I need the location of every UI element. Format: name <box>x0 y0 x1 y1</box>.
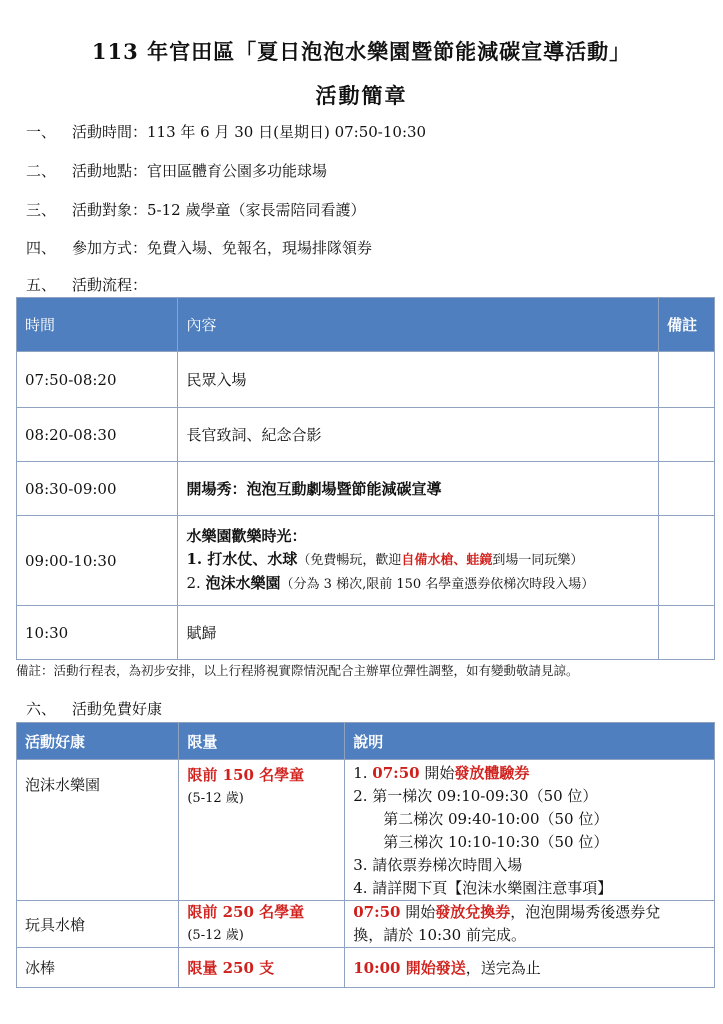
benefit-limit: 限量 250 支 <box>179 948 345 988</box>
header-desc: 說明 <box>345 723 715 760</box>
header-content: 內容 <box>178 298 659 352</box>
benefit-desc <box>345 901 715 948</box>
desc-highlight: 發放體驗券 <box>454 764 530 782</box>
row-time: 09:00-10:30 <box>17 516 178 606</box>
desc-text: ，泡泡開場秀後憑券兌 <box>510 903 661 921</box>
row-content <box>178 516 659 606</box>
item-number: 一、 <box>26 123 57 141</box>
table-row <box>17 352 715 408</box>
page-title: 113 年官田區「夏日泡泡水樂園暨節能減碳宣導活動」 <box>91 39 632 64</box>
benefits-header-row <box>17 723 715 760</box>
desc-line: 4. 請詳閱下頁【泡沫水樂園注意事項】 <box>353 879 613 897</box>
schedule-header-row <box>17 298 715 352</box>
item-time <box>26 121 426 142</box>
desc-line: 換，請於 10:30 前完成。 <box>353 926 526 944</box>
page-subtitle: 活動簡章 <box>315 83 408 108</box>
age-text: (5-12 歲) <box>187 791 244 806</box>
row-content: 開場秀：泡泡互動劇場暨節能減碳宣導 <box>178 462 659 516</box>
benefit-limit <box>179 901 345 948</box>
header-time: 時間 <box>17 298 178 352</box>
item-location <box>26 160 327 181</box>
desc-highlight: 發放兌換券 <box>435 903 511 921</box>
desc-line <box>353 901 706 924</box>
header-item: 活動好康 <box>17 723 179 760</box>
limit-text: 限前 150 名學童 <box>187 766 305 784</box>
item-text: 活動地點：官田區體育公園多功能球場 <box>72 162 328 180</box>
table-row <box>17 760 715 901</box>
benefits-table <box>16 722 715 988</box>
age-text: (5-12 歲) <box>187 928 244 943</box>
row-remark <box>659 462 715 516</box>
limit-text: 限前 250 名學童 <box>187 903 305 921</box>
row-line-1 <box>186 548 650 572</box>
table-row <box>17 408 715 462</box>
desc-line: 2. 第一梯次 09:10-09:30（50 位） <box>353 787 598 805</box>
desc-text: 開始 <box>419 764 455 782</box>
benefit-limit <box>179 760 345 901</box>
desc-time: 07:50 <box>372 764 420 782</box>
desc-line <box>353 762 706 785</box>
line-note: （分為 3 梯次,限前 150 名學童憑券依梯次時段入場） <box>280 577 595 592</box>
row-heading: 水樂園歡樂時光： <box>186 527 307 545</box>
row-time: 08:20-08:30 <box>17 408 178 462</box>
item-number: 三、 <box>26 201 57 219</box>
desc-text: 開始 <box>400 903 436 921</box>
row-remark <box>659 352 715 408</box>
table-row <box>17 901 715 948</box>
table-row <box>17 606 715 660</box>
item-text: 參加方式：免費入場、免報名，現場排隊領券 <box>72 239 373 257</box>
line-note: 到場一同玩樂） <box>492 553 584 568</box>
table-row <box>17 948 715 988</box>
line-note: （免費暢玩，歡迎 <box>297 553 402 568</box>
item-number: 六、 <box>26 700 57 718</box>
desc-line: 第二梯次 09:40-10:00（50 位） <box>383 810 609 828</box>
benefit-item: 泡沫水樂園 <box>17 760 179 901</box>
benefit-desc <box>345 760 715 901</box>
header-limit: 限量 <box>179 723 345 760</box>
item-flow <box>26 274 147 295</box>
row-content: 民眾入場 <box>178 352 659 408</box>
row-remark <box>659 606 715 660</box>
item-number: 二、 <box>26 162 57 180</box>
row-time: 07:50-08:20 <box>17 352 178 408</box>
item-number: 五、 <box>26 276 57 294</box>
item-text: 活動免費好康 <box>72 700 163 718</box>
schedule-note: 備註：活動行程表，為初步安排，以上行程將視實際情況配合主辦單位彈性調整，如有變動敬請見諒。 <box>16 663 579 678</box>
row-line-2 <box>186 572 650 596</box>
row-remark <box>659 408 715 462</box>
desc-line: 第三梯次 10:10-10:30（50 位） <box>383 833 609 851</box>
benefit-item: 玩具水槍 <box>17 901 179 948</box>
desc-number: 1. <box>353 764 373 782</box>
item-text: 活動對象：5-12 歲學童（家長需陪同看護） <box>72 201 366 219</box>
item-text: 活動時間：113 年 6 月 30 日(星期日) 07:50-10:30 <box>72 123 427 141</box>
row-remark <box>659 516 715 606</box>
row-content: 長官致詞、紀念合影 <box>178 408 659 462</box>
line-highlight: 自備水槍、蛙鏡 <box>401 553 493 568</box>
desc-line: 3. 請依票券梯次時間入場 <box>353 856 523 874</box>
desc-time: 07:50 <box>353 903 401 921</box>
row-time: 08:30-09:00 <box>17 462 178 516</box>
benefit-desc <box>345 948 715 988</box>
item-join <box>26 237 372 258</box>
item-target <box>26 199 365 220</box>
table-row <box>17 462 715 516</box>
line-title: 1. 打水仗、水球 <box>186 550 298 568</box>
section-benefits <box>26 698 162 719</box>
item-text: 活動流程： <box>72 276 148 294</box>
line-number: 2. <box>186 574 206 592</box>
schedule-table <box>16 297 715 660</box>
line-title: 泡沫水樂園 <box>205 574 281 592</box>
header-remark: 備註 <box>659 298 715 352</box>
row-content: 賦歸 <box>178 606 659 660</box>
item-number: 四、 <box>26 239 57 257</box>
row-time: 10:30 <box>17 606 178 660</box>
table-row <box>17 516 715 606</box>
benefit-item: 冰棒 <box>17 948 179 988</box>
desc-text: ，送完為止 <box>465 959 541 977</box>
desc-highlight: 10:00 開始發送 <box>353 959 466 977</box>
